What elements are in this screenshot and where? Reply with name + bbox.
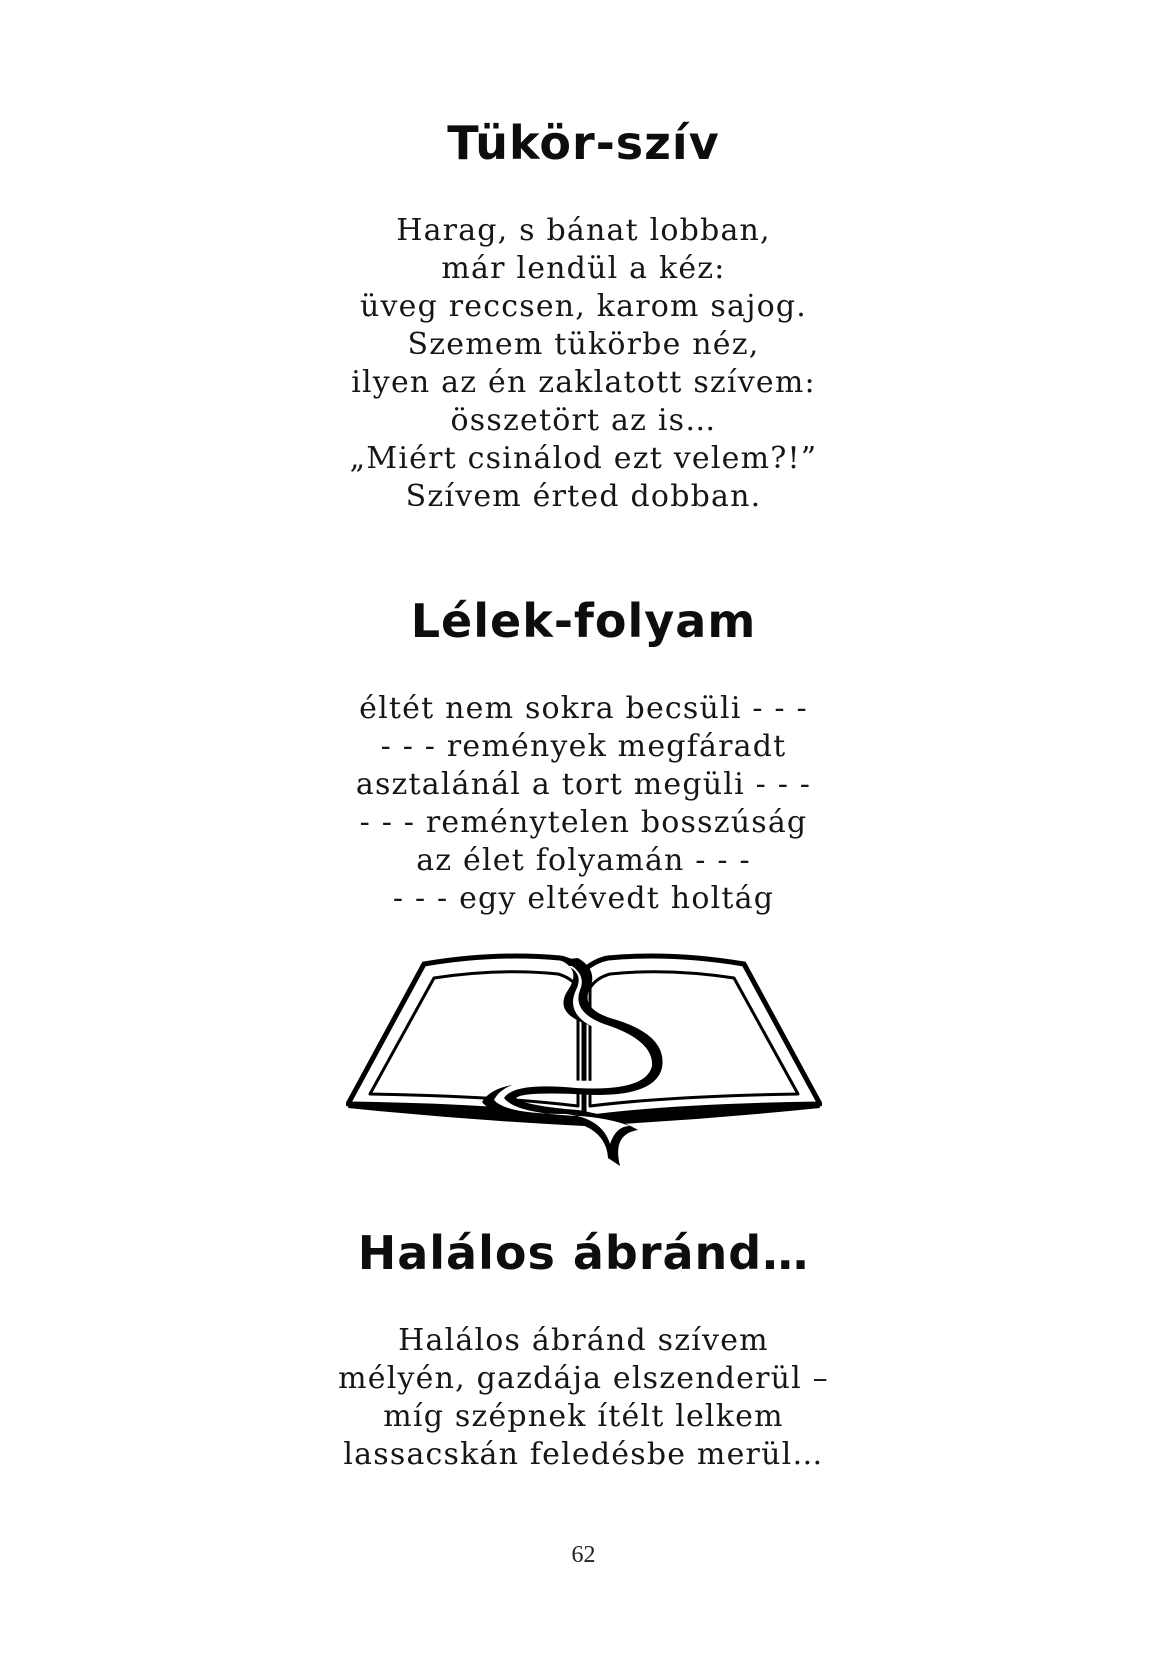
poem-line: üveg reccsen, karom sajog. [359,289,808,324]
poem-line: mélyén, gazdája elszenderül – [338,1361,829,1396]
poem-title-halalos-abrand: Halálos ábránd… [357,1226,810,1280]
poem-line: asztalánál a tort megüli - - - [355,767,812,802]
poem-line: Szemem tükörbe néz, [407,327,760,362]
page-number: 62 [571,1542,596,1568]
poem-line: ilyen az én zaklatott szívem: [351,365,816,400]
poem-line: összetört az is… [450,403,717,438]
poem-line: „Miért csinálod ezt velem?!” [349,441,818,476]
poem-line: míg szépnek ítélt lelkem [383,1399,784,1434]
poem-line: már lendül a kéz: [441,251,726,286]
poem-line: Harag, s bánat lobban, [396,213,771,248]
poem-title-tukor-sziv: Tükör-szív [447,116,720,170]
poem-line: - - - remények megfáradt [380,729,787,764]
poem-line: az élet folyamán - - - [416,843,751,878]
poem-line: - - - reménytelen bosszúság [359,805,808,840]
poem-body-lelek-folyam [0,690,1167,918]
poem-line: lassacskán feledésbe merül… [343,1437,824,1472]
poem-line: - - - egy eltévedt holtág [392,881,775,916]
poem-body-halalos-abrand [0,1322,1167,1474]
poem-line: Halálos ábránd szívem [398,1323,769,1358]
open-book-river-icon [346,930,822,1168]
poem-body-tukor-sziv [0,212,1167,516]
poem-line: Szívem érted dobban. [405,479,762,514]
poem-line: éltét nem sokra becsüli - - - [359,691,808,726]
poem-title-lelek-folyam: Lélek-folyam [410,594,757,648]
